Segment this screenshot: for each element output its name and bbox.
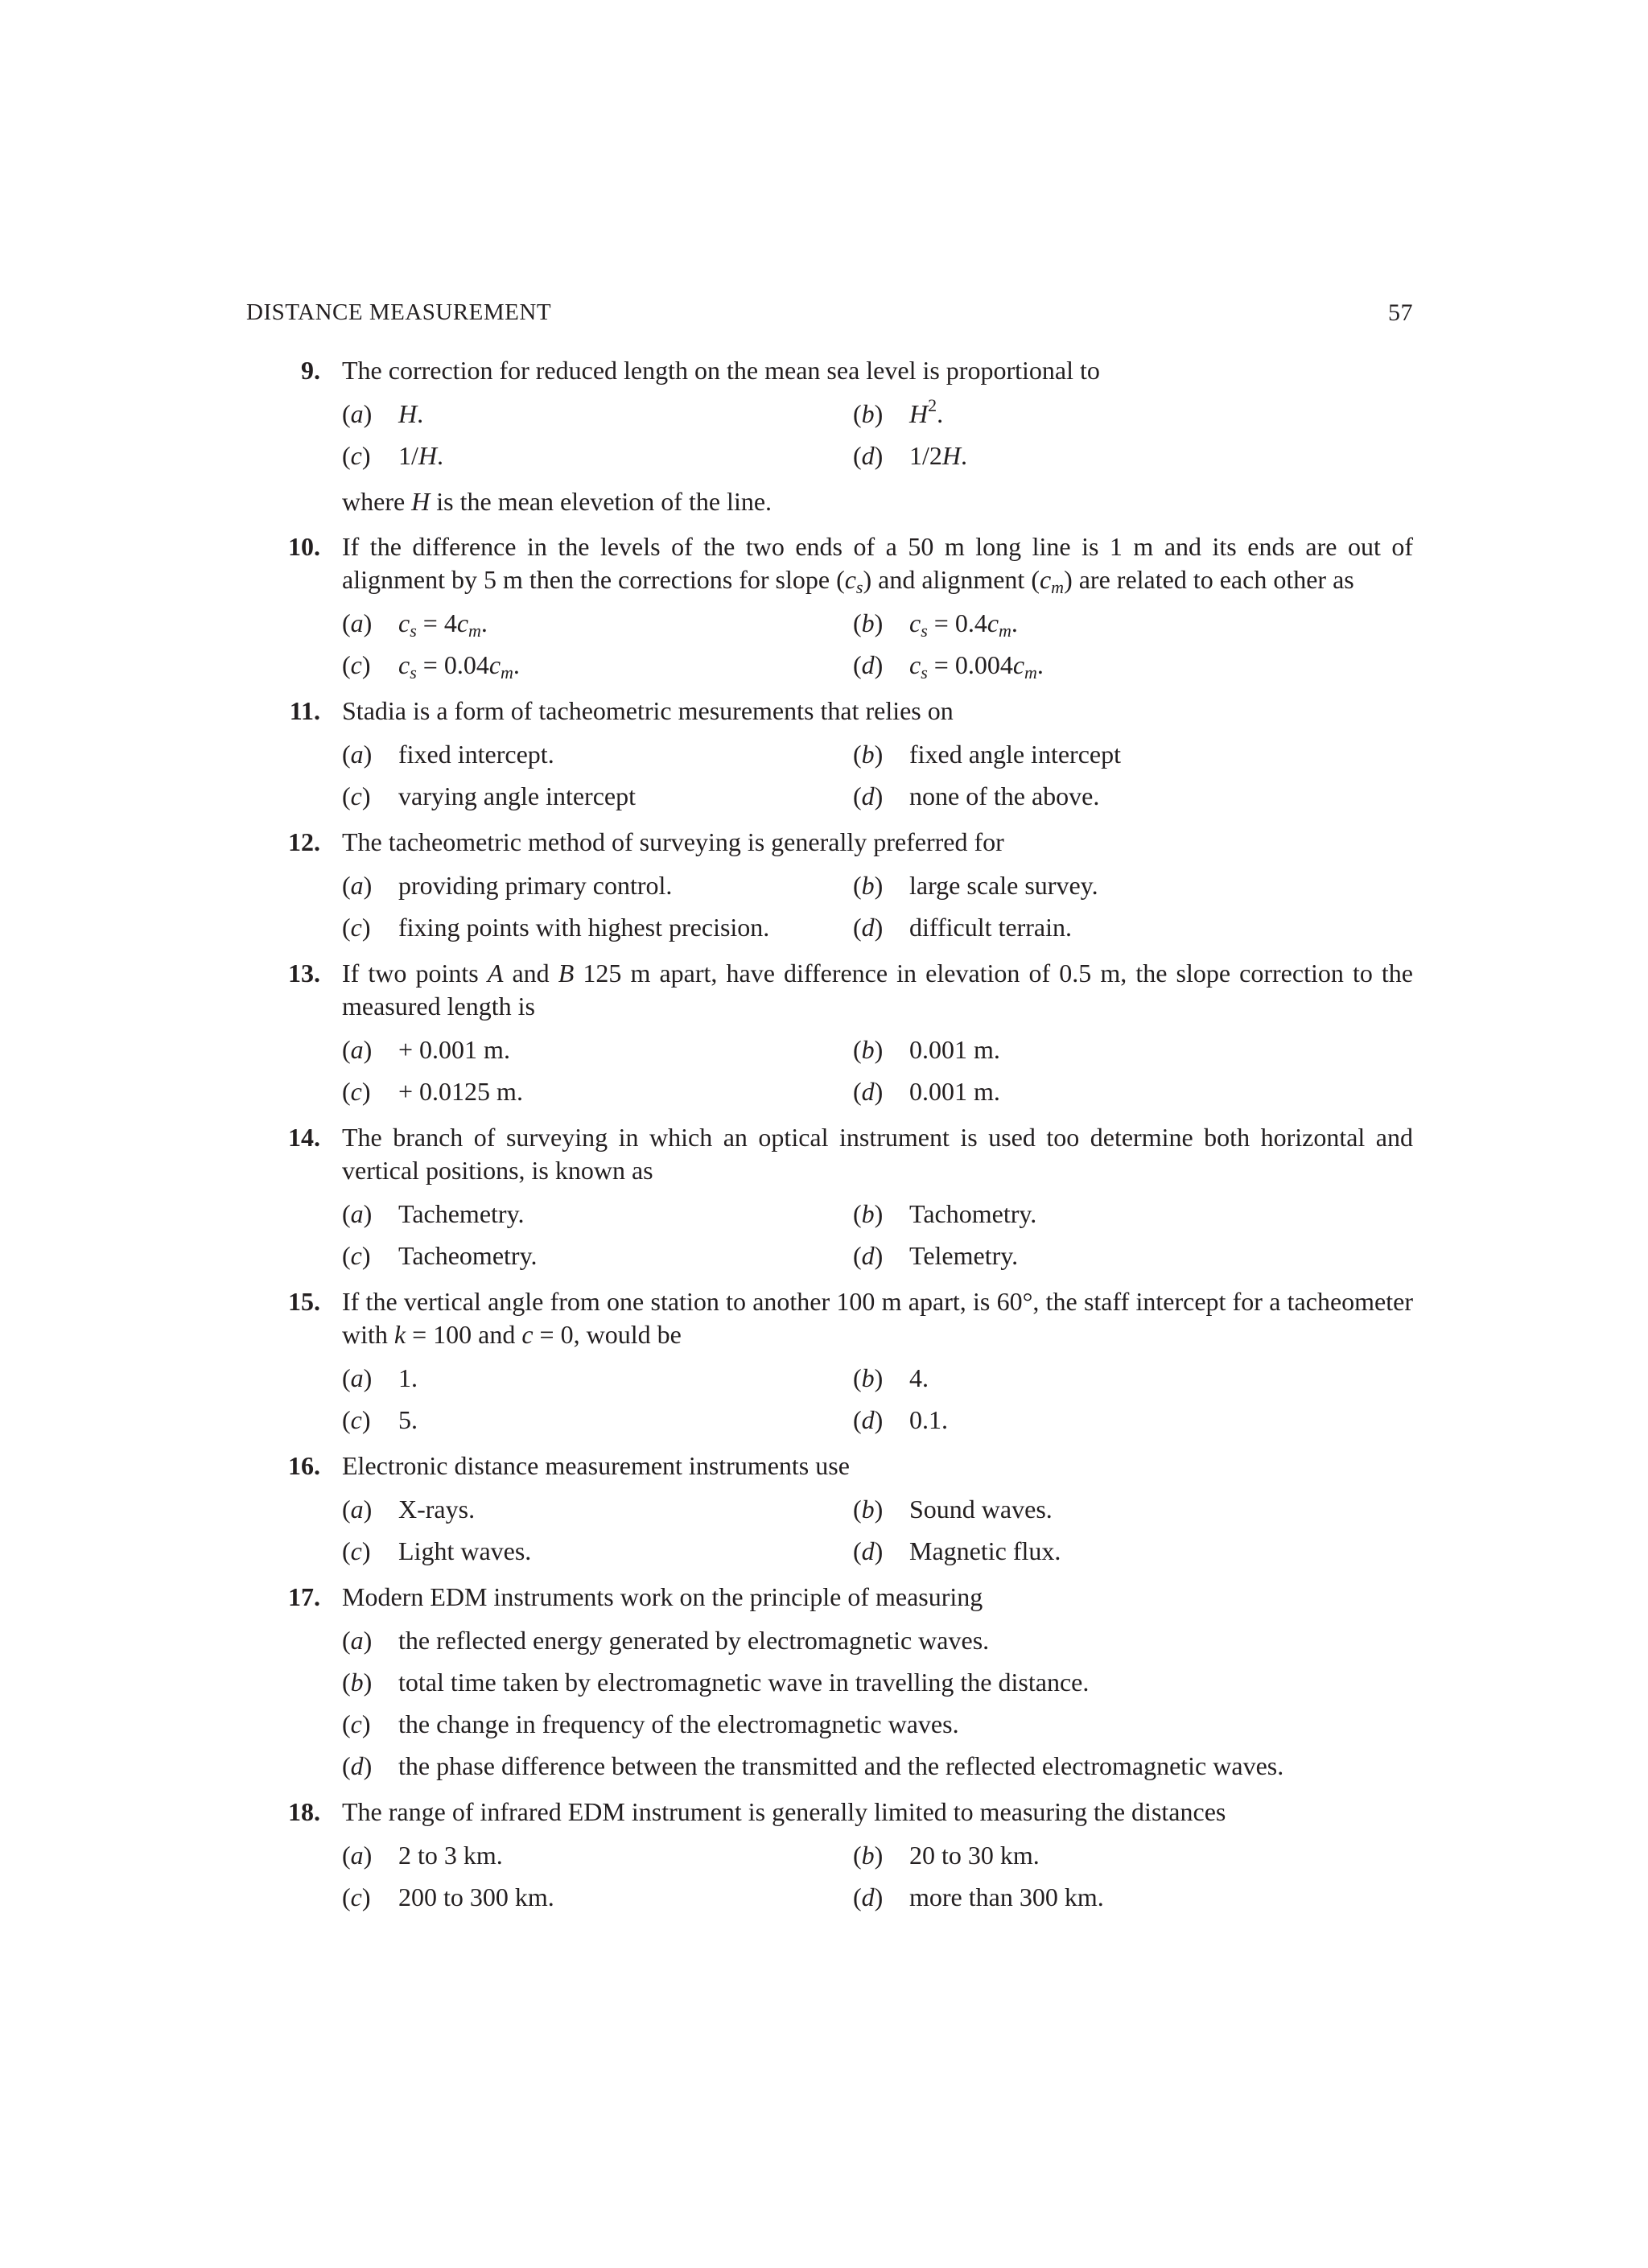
- option-b: [853, 1195, 1413, 1237]
- question-number: 16.: [288, 1451, 320, 1480]
- option-text: 4.: [909, 1363, 929, 1392]
- question-number: 18.: [288, 1797, 320, 1826]
- question-stem: If two points A and B 125 m apart, have difference in elevation of 0.5 m, the slope correction to the measured length is: [342, 959, 1414, 1021]
- option-c: [342, 777, 853, 819]
- option-letter: (a): [342, 1363, 373, 1392]
- option-letter: (b): [853, 1841, 884, 1870]
- option-letter: (d): [853, 781, 884, 810]
- question-stem: If the difference in the levels of the two ends of a 50 m long line is 1 m and its ends are out of alignment by 5 m then the corrections for slope $(c_s)$ and alignment $(c_m)$ are related to each other as: [342, 532, 1413, 597]
- option-c: [342, 909, 853, 950]
- option-text: 0.1.: [909, 1405, 948, 1434]
- option-text: 200 to 300 km.: [398, 1882, 554, 1911]
- option-a: [342, 1837, 853, 1878]
- option-b: [853, 604, 1413, 646]
- option-b: [853, 395, 1413, 437]
- option-a: [342, 867, 853, 909]
- option-letter: (b): [853, 608, 884, 637]
- option-text: Sound waves.: [909, 1495, 1053, 1524]
- option-a: [342, 395, 853, 437]
- question-11: [282, 695, 1413, 819]
- question-13: [282, 957, 1413, 1115]
- answer-options: [342, 1622, 1413, 1789]
- option-a: [342, 1195, 853, 1237]
- question-15: [282, 1285, 1413, 1443]
- option-letter: (d): [853, 1405, 884, 1434]
- option-c: [342, 646, 853, 688]
- question-number: 17.: [288, 1582, 320, 1611]
- question-stem: The range of infrared EDM instrument is generally limited to measuring the distances: [342, 1797, 1226, 1826]
- option-letter: (a): [342, 1841, 373, 1870]
- question-number: 15.: [288, 1287, 320, 1316]
- question-stem: The tacheometric method of surveying is generally preferred for: [342, 827, 1004, 856]
- option-letter: (d): [853, 1882, 884, 1911]
- option-letter: (c): [342, 781, 371, 810]
- option-a: [342, 736, 853, 777]
- option-letter: (a): [342, 1035, 373, 1064]
- option-text: large scale survey.: [909, 871, 1098, 900]
- option-text: H.: [398, 399, 424, 428]
- option-letter: (a): [342, 740, 373, 769]
- option-letter: (b): [853, 1363, 884, 1392]
- option-letter: (a): [342, 608, 373, 637]
- option-letter: (c): [342, 650, 371, 679]
- chapter-title: DISTANCE MEASUREMENT: [246, 299, 552, 325]
- question-note: where H is the mean elevetion of the line.: [342, 487, 772, 516]
- option-b: [853, 736, 1413, 777]
- option-b: [342, 1664, 1413, 1705]
- option-letter: (a): [342, 1626, 373, 1655]
- option-letter: (a): [342, 871, 373, 900]
- option-text: 1/2H.: [909, 441, 967, 470]
- option-c: [342, 437, 853, 479]
- option-d: [853, 909, 1413, 950]
- question-number: 9.: [301, 356, 320, 385]
- option-text: 2 to 3 km.: [398, 1841, 503, 1870]
- option-text: fixing points with highest precision.: [398, 913, 770, 942]
- question-number: 14.: [288, 1123, 320, 1152]
- question-stem: If the vertical angle from one station to another 100 m apart, is 60°, the staff intercept for a tacheometer with k = 100 and c = 0, would be: [342, 1287, 1413, 1349]
- option-d: [853, 1878, 1413, 1920]
- option-text: providing primary control.: [398, 871, 673, 900]
- option-letter: (c): [342, 913, 371, 942]
- option-text: 0.001 m.: [909, 1035, 1000, 1064]
- option-c: [342, 1532, 853, 1574]
- answer-options: [342, 604, 1413, 688]
- question-list: [282, 354, 1413, 1920]
- option-letter: (c): [342, 1077, 371, 1106]
- option-d: [853, 646, 1413, 688]
- option-c: [342, 1878, 853, 1920]
- option-text: $c_s = 4c_m$.: [398, 608, 488, 641]
- option-b: [853, 1031, 1413, 1073]
- option-d: [853, 1532, 1413, 1574]
- option-d: [853, 1073, 1413, 1115]
- answer-options: [342, 395, 1413, 479]
- option-text: $c_s = 0.04c_m$.: [398, 650, 520, 682]
- option-text: X-rays.: [398, 1495, 476, 1524]
- option-a: [342, 1031, 853, 1073]
- option-text: varying angle intercept: [398, 781, 636, 810]
- option-d: [853, 777, 1413, 819]
- option-c: [342, 1401, 853, 1443]
- option-a: [342, 604, 853, 646]
- answer-options: [342, 1837, 1413, 1920]
- option-text: 20 to 30 km.: [909, 1841, 1040, 1870]
- option-text: 1/H.: [398, 441, 443, 470]
- option-letter: (c): [342, 1536, 371, 1565]
- option-text: Tacheometry.: [398, 1241, 538, 1270]
- answer-options: [342, 1359, 1413, 1443]
- question-number: 12.: [288, 827, 320, 856]
- answer-options: [342, 1195, 1413, 1279]
- option-text: Light waves.: [398, 1536, 532, 1565]
- option-letter: (b): [853, 1199, 884, 1228]
- option-text: + 0.0125 m.: [398, 1077, 523, 1106]
- option-text: Tachometry.: [909, 1199, 1037, 1228]
- question-stem: Stadia is a form of tacheometric mesurements that relies on: [342, 696, 954, 725]
- option-letter: (a): [342, 399, 373, 428]
- option-text: 1.: [398, 1363, 418, 1392]
- option-text: Tachemetry.: [398, 1199, 525, 1228]
- option-text: the reflected energy generated by electromagnetic waves.: [398, 1626, 990, 1655]
- option-text: the phase difference between the transmitted and the reflected electromagnetic waves.: [398, 1751, 1284, 1780]
- option-letter: (c): [342, 1882, 371, 1911]
- option-d: [853, 437, 1413, 479]
- answer-options: [342, 1031, 1413, 1115]
- question-stem: Modern EDM instruments work on the principle of measuring: [342, 1582, 983, 1611]
- running-head: [246, 299, 1413, 332]
- option-text: $c_s = 0.4c_m$.: [909, 608, 1018, 641]
- option-text: fixed angle intercept: [909, 740, 1121, 769]
- option-text: none of the above.: [909, 781, 1100, 810]
- option-text: + 0.001 m.: [398, 1035, 510, 1064]
- option-letter: (b): [853, 1495, 884, 1524]
- option-d: [342, 1747, 1413, 1789]
- option-text: Magnetic flux.: [909, 1536, 1061, 1565]
- option-text: fixed intercept.: [398, 740, 554, 769]
- option-letter: (d): [853, 1536, 884, 1565]
- question-9: [282, 354, 1413, 524]
- question-17: [282, 1581, 1413, 1789]
- option-letter: (b): [853, 399, 884, 428]
- option-letter: (d): [853, 1077, 884, 1106]
- question-14: [282, 1121, 1413, 1279]
- option-d: [853, 1237, 1413, 1279]
- option-b: [853, 1491, 1413, 1532]
- option-text: 5.: [398, 1405, 418, 1434]
- option-text: $H^2$.: [909, 395, 944, 428]
- option-letter: (d): [853, 1241, 884, 1270]
- option-c: [342, 1073, 853, 1115]
- option-a: [342, 1491, 853, 1532]
- option-c: [342, 1705, 1413, 1747]
- option-letter: (d): [853, 650, 884, 679]
- option-letter: (a): [342, 1199, 373, 1228]
- option-d: [853, 1401, 1413, 1443]
- option-letter: (c): [342, 1709, 371, 1738]
- option-b: [853, 867, 1413, 909]
- option-letter: (a): [342, 1495, 373, 1524]
- answer-options: [342, 736, 1413, 819]
- option-letter: (c): [342, 441, 371, 470]
- option-letter: (d): [853, 913, 884, 942]
- option-a: [342, 1622, 1413, 1664]
- option-letter: (b): [853, 871, 884, 900]
- option-letter: (c): [342, 1241, 371, 1270]
- option-letter: (b): [853, 740, 884, 769]
- option-a: [342, 1359, 853, 1401]
- option-text: total time taken by electromagnetic wave in travelling the distance.: [398, 1668, 1090, 1697]
- option-letter: (b): [342, 1668, 373, 1697]
- question-10: [282, 530, 1413, 688]
- answer-options: [342, 867, 1413, 950]
- answer-options: [342, 1491, 1413, 1574]
- option-c: [342, 1237, 853, 1279]
- question-12: [282, 826, 1413, 950]
- question-number: 11.: [289, 696, 320, 725]
- option-text: 0.001 m.: [909, 1077, 1000, 1106]
- question-18: [282, 1796, 1413, 1920]
- option-text: difficult terrain.: [909, 913, 1072, 942]
- option-text: more than 300 km.: [909, 1882, 1104, 1911]
- question-16: [282, 1449, 1413, 1574]
- question-stem: The branch of surveying in which an optical instrument is used too determine both horizontal and vertical positions, is known as: [342, 1123, 1413, 1185]
- question-number: 10.: [288, 532, 320, 561]
- option-letter: (c): [342, 1405, 371, 1434]
- question-stem: Electronic distance measurement instruments use: [342, 1451, 850, 1480]
- option-letter: (d): [342, 1751, 373, 1780]
- question-stem: The correction for reduced length on the mean sea level is proportional to: [342, 356, 1100, 385]
- page-number: 57: [1388, 299, 1413, 326]
- question-number: 13.: [288, 959, 320, 988]
- option-text: the change in frequency of the electromagnetic waves.: [398, 1709, 959, 1738]
- option-b: [853, 1359, 1413, 1401]
- option-letter: (d): [853, 441, 884, 470]
- option-text: Telemetry.: [909, 1241, 1019, 1270]
- option-letter: (b): [853, 1035, 884, 1064]
- option-b: [853, 1837, 1413, 1878]
- option-text: $c_s = 0.004c_m$.: [909, 650, 1044, 682]
